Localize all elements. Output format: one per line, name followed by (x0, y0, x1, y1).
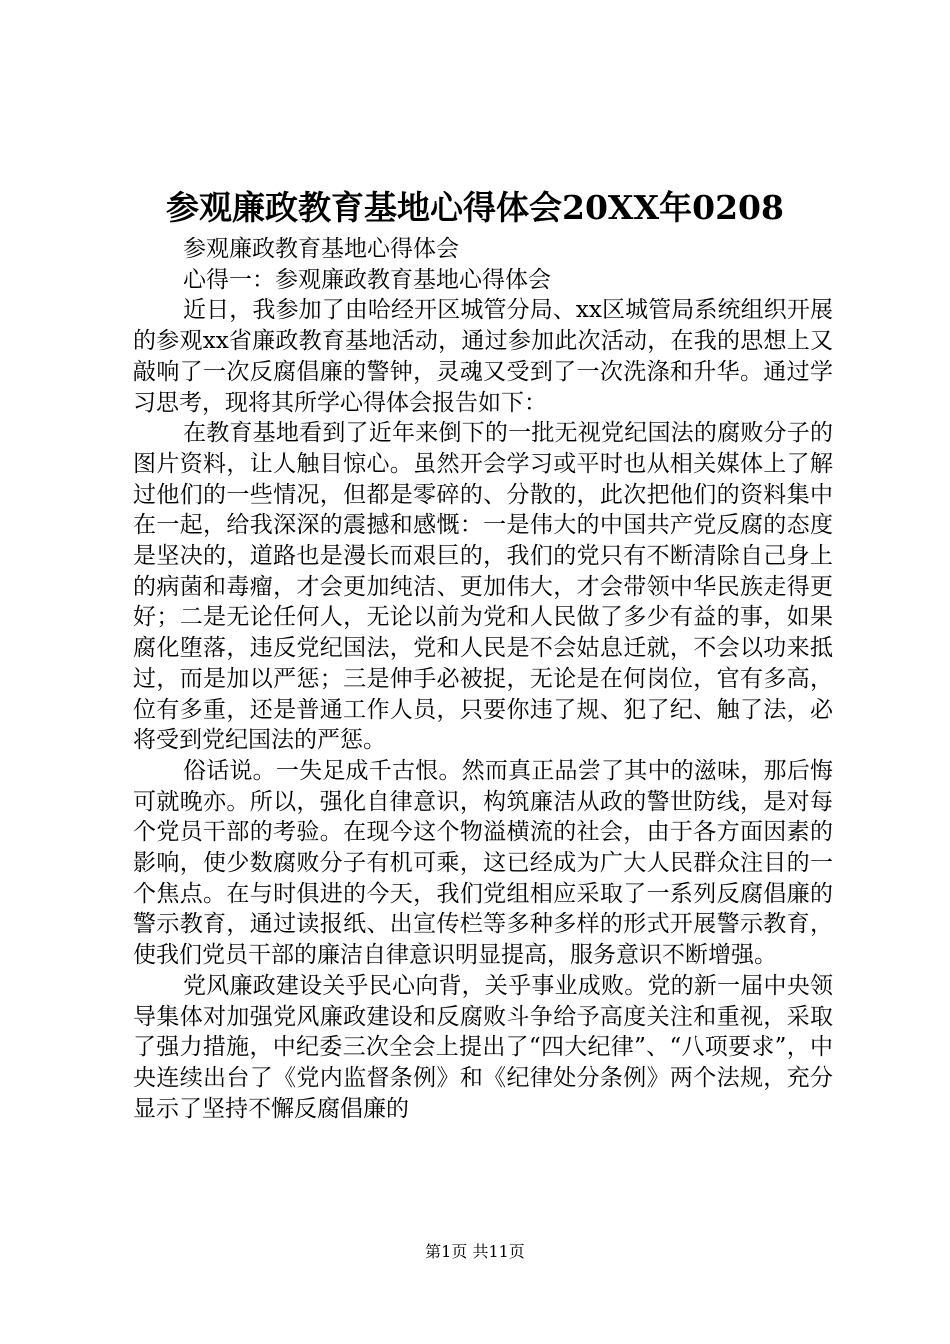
paragraph-intro: 近日，我参加了由哈经开区城管分局、xx区城管局系统组织开展的参观xx省廉政教育基地活动，通过参加此次活动，在我的思想上又敲响了一次反腐倡廉的警钟，灵魂又受到了一次洗涤和升华。通过学习思考，现将其所学心得体会报告如下： (133, 297, 833, 416)
paragraph-base-visit: 在教育基地看到了近年来倒下的一批无视党纪国法的腐败分子的图片资料，让人触目惊心。虽然开会学习或平时也从相关媒体上了解过他们的一些情况，但都是零碎的、分散的，此次把他们的资料集中在一起，给我深深的震撼和感慨：一是伟大的中国共产党反腐的态度是坚决的，道路也是漫长而艰巨的，我们的党只有不断清除自己身上的病菌和毒瘤，才会更加纯洁、更加伟大，才会带领中华民族走得更好；二是无论任何人，无论以前为党和人民做了多少有益的事，如果腐化堕落，违反党纪国法，党和人民是不会姑息迁就，不会以功来抵过，而是加以严惩；三是伸手必被捉，无论是在何岗位，官有多高，位有多重，还是普通工作人员，只要你违了规、犯了纪、触了法，必将受到党纪国法的严惩。 (133, 420, 833, 754)
page-footer: 第1页 共11页 (425, 1242, 525, 1261)
paragraph-subheading: 心得一：参观廉政教育基地心得体会 (183, 266, 551, 293)
paragraph-heading: 参观廉政教育基地心得体会 (183, 236, 459, 262)
paragraph-proverb: 俗话说。一失足成千古恨。然而真正品尝了其中的滋味，那后悔可就晚亦。所以，强化自律意识，构筑廉洁从政的警世防线，是对每个党员干部的考验。在现今这个物溢横流的社会，由于各方面因素的影响，使少数腐败分子有机可乘，这已经成为广大人民群众注目的一个焦点。在与时俱进的今天，我们党组相应采取了一系列反腐倡廉的警示教育，通过读报纸、出宣传栏等多种多样的形式开展警示教育，使我们党员干部的廉洁自律意识明显提高，服务意识不断增强。 (133, 757, 833, 969)
document-title: 参观廉政教育基地心得体会20XX年0208 (166, 188, 784, 227)
paragraph-party-style: 党风廉政建设关乎民心向背，关乎事业成败。党的新一届中央领导集体对加强党风廉政建设和反腐败斗争给予高度关注和重视，采取了强力措施，中纪委三次全会上提出了“四大纪律”、“八项要求”，中央连续出台了《党内监督条例》和《纪律处分条例》两个法规，充分显示了坚持不懈反腐倡廉的 (133, 972, 833, 1122)
document-body (133, 234, 833, 1124)
